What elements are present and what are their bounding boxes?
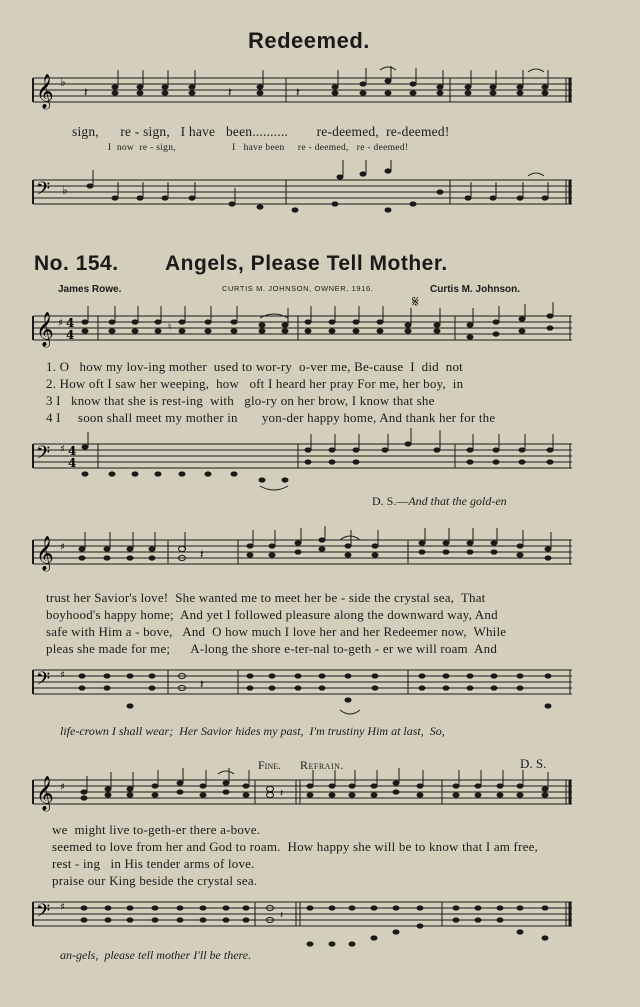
music-staff-system2-treble — [0, 526, 640, 586]
svg-text:♭: ♭ — [62, 183, 68, 197]
ds-italic-text: And that the gold-en — [408, 494, 507, 508]
svg-text:♭: ♭ — [60, 75, 66, 89]
music-staff-system1-treble — [0, 302, 640, 362]
verse-1-line: trust her Savior's love! She wanted me to meet her be - side the crystal sea, That — [46, 590, 486, 605]
segno-mark: 𝄋 — [412, 292, 419, 311]
system3-lyrics — [52, 822, 572, 890]
system3-italic-line: an-gels, please tell mother I'll be there. — [60, 948, 252, 962]
system2-italic-line: life-crown I shall wear; Her Savior hides my past, I'm trustiny Him at last, So, — [60, 724, 445, 738]
svg-text:𝄽: 𝄽 — [280, 910, 284, 921]
music-staff-top-bass — [0, 160, 640, 230]
verse-1-line: we might live to-geth-er there a-bove. — [52, 822, 261, 837]
svg-text:𝄢: 𝄢 — [36, 443, 51, 468]
music-staff-system2-bass — [0, 650, 640, 720]
ds-instruction-1 — [372, 494, 507, 509]
svg-text:𝄽: 𝄽 — [296, 85, 300, 99]
author-music: Curtis M. Johnson. — [430, 284, 520, 295]
svg-text:4: 4 — [68, 456, 77, 470]
music-staff-top-treble — [0, 64, 640, 124]
verse-text: How oft I saw her weeping, how oft I heard her pray For me, her boy, in — [59, 376, 464, 391]
svg-text:𝄞: 𝄞 — [36, 74, 54, 109]
verse-4-line: pleas she made for me; A-long the shore e-ter-nal to-geth - er we will roam And — [46, 641, 498, 656]
svg-text:4: 4 — [68, 444, 77, 458]
svg-text:♯: ♯ — [60, 542, 65, 553]
fine-marker: Fine. — [258, 758, 282, 772]
verse-2-line: boyhood's happy home; And yet I followed pleasure along the downward way, And — [46, 607, 498, 622]
svg-text:𝄢: 𝄢 — [36, 669, 51, 694]
svg-text:♯: ♯ — [60, 444, 65, 455]
svg-text:♮: ♮ — [168, 322, 172, 333]
system2-lyrics — [46, 590, 566, 658]
svg-text:𝄞: 𝄞 — [36, 312, 54, 347]
svg-text:♯: ♯ — [60, 782, 65, 793]
svg-text:♯: ♯ — [58, 318, 63, 329]
svg-text:𝄽: 𝄽 — [280, 788, 284, 799]
verse-2-line — [46, 376, 566, 393]
svg-text:♯: ♯ — [60, 670, 65, 681]
svg-text:𝄽: 𝄽 — [200, 677, 204, 691]
verse-number: 3 — [46, 393, 53, 408]
verse-3-line — [46, 393, 566, 410]
svg-text:4: 4 — [66, 316, 75, 330]
music-staff-system3-bass — [0, 882, 640, 952]
verse-1-line — [46, 359, 566, 376]
system1-lyrics — [46, 359, 566, 427]
verse-2-line: seemed to love from her and God to roam. How happy she will be to know that I am free, — [52, 839, 538, 854]
hymn-number: No. 154. — [34, 252, 119, 275]
svg-text:𝄞: 𝄞 — [36, 536, 54, 571]
top-lyrics-line-2: I now re - sign, I have been re - deemed, re - deemed! — [108, 143, 409, 153]
svg-text:𝄽: 𝄽 — [200, 547, 204, 561]
verse-text: O how my lov-ing mother used to wor-ry o-ver me, Be-cause I did not — [59, 359, 463, 374]
verse-number: 2. — [46, 376, 57, 391]
verse-4-line: praise our King beside the crystal sea. — [52, 873, 258, 888]
verse-text: I know that she is rest-ing with glo-ry on her brow, I know that she — [56, 393, 435, 408]
verse-number: 1. — [46, 359, 57, 374]
author-words: James Rowe. — [58, 284, 122, 295]
music-staff-system1-bass — [0, 424, 640, 494]
ds-label: D. S.— — [372, 494, 409, 508]
verse-number: 4 — [46, 410, 53, 425]
svg-text:4: 4 — [66, 328, 75, 342]
svg-text:𝄞: 𝄞 — [36, 776, 54, 811]
music-staff-system3-treble — [0, 766, 640, 826]
verse-3-line: rest - ing in His tender arms of love. — [52, 856, 255, 871]
svg-text:𝄢: 𝄢 — [36, 901, 51, 926]
verse-text: I soon shall meet my mother in yon-der happy home, And thank her for the — [56, 410, 496, 425]
svg-text:𝄢: 𝄢 — [36, 179, 51, 204]
ds-marker: D. S. — [520, 756, 547, 771]
svg-text:𝄽: 𝄽 — [228, 85, 232, 99]
hymn-title: Angels, Please Tell Mother. — [165, 252, 448, 275]
top-lyrics-line-1: sign, re - sign, I have been.......... re-deemed, re-deemed! — [72, 124, 450, 139]
svg-text:♯: ♯ — [60, 902, 65, 913]
svg-text:𝄽: 𝄽 — [84, 85, 88, 99]
refrain-marker: Refrain. — [300, 758, 344, 772]
verse-3-line: safe with Him a - bove, And O how much I love her and her Redeemer now, While — [46, 624, 507, 639]
copyright-notice: CURTIS M. JOHNSON, OWNER, 1916. — [222, 284, 374, 293]
top-hymn-title: Redeemed. — [248, 28, 370, 53]
